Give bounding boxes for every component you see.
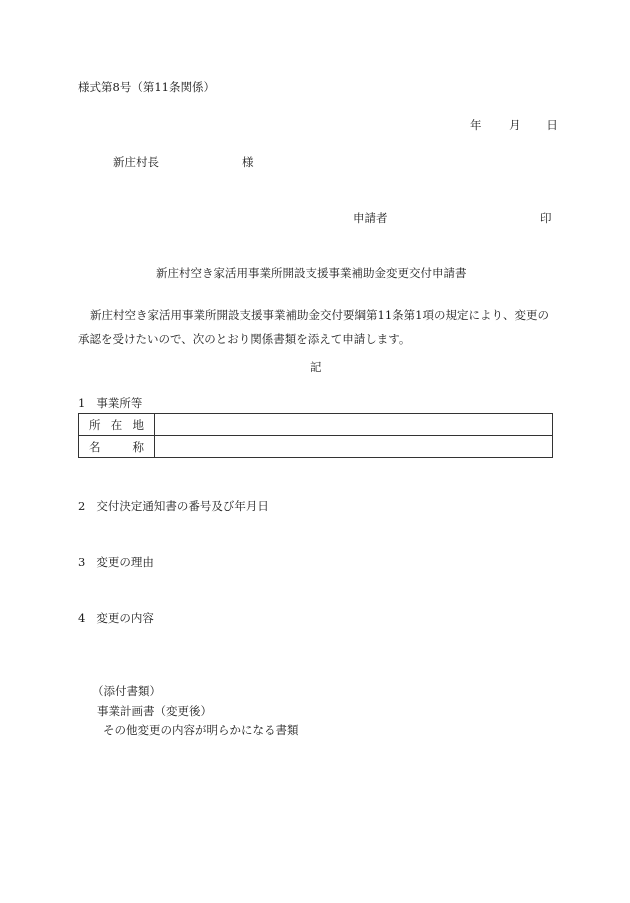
date-day: 日 (546, 118, 558, 132)
name-label (79, 436, 155, 458)
section-number: 1 (78, 396, 86, 410)
date-month: 月 (509, 118, 521, 132)
addressee-honorific: 様 (242, 155, 254, 169)
addressee-name: 新庄村長 (113, 155, 159, 169)
table-row (79, 436, 553, 458)
form-number: 様式第8号（第11条関係） (78, 80, 215, 94)
label-char: 名 (89, 439, 101, 454)
date-line (470, 120, 558, 132)
label-char: 地 (132, 417, 144, 432)
section-4 (78, 613, 154, 625)
label-char: 在 (110, 417, 123, 432)
attachment-item: その他変更の内容が明らかになる書類 (103, 723, 299, 737)
section-2 (78, 501, 269, 513)
location-label (79, 414, 155, 436)
seal-mark: 印 (540, 211, 552, 225)
section-1 (78, 398, 142, 410)
applicant-label: 申請者 (353, 211, 388, 225)
date-year: 年 (470, 118, 482, 132)
label-char: 称 (132, 439, 144, 454)
section-label: 事業所等 (96, 396, 143, 410)
business-table (78, 413, 553, 458)
section-number: 2 (78, 499, 86, 513)
section-label: 変更の理由 (96, 555, 154, 569)
body-paragraph: 新庄村空き家活用事業所開設支援事業補助金交付要綱第11条第1項の規定により、変更の承認を受けたいので、次のとおり関係書類を添えて申請します。 (78, 308, 549, 346)
section-3 (78, 557, 154, 569)
label-char: 所 (89, 417, 101, 432)
table-row (79, 414, 553, 436)
section-number: 4 (78, 611, 86, 625)
attachments-heading: （添付書類） (92, 684, 161, 698)
section-number: 3 (78, 555, 86, 569)
location-value[interactable] (155, 414, 553, 436)
document-title: 新庄村空き家活用事業所開設支援事業補助金変更交付申請書 (156, 266, 467, 280)
note-heading: 記 (310, 360, 322, 374)
section-label: 変更の内容 (96, 611, 154, 625)
name-value[interactable] (155, 436, 553, 458)
section-label: 交付決定通知書の番号及び年月日 (96, 499, 269, 513)
attachment-item: 事業計画書（変更後） (97, 704, 212, 718)
